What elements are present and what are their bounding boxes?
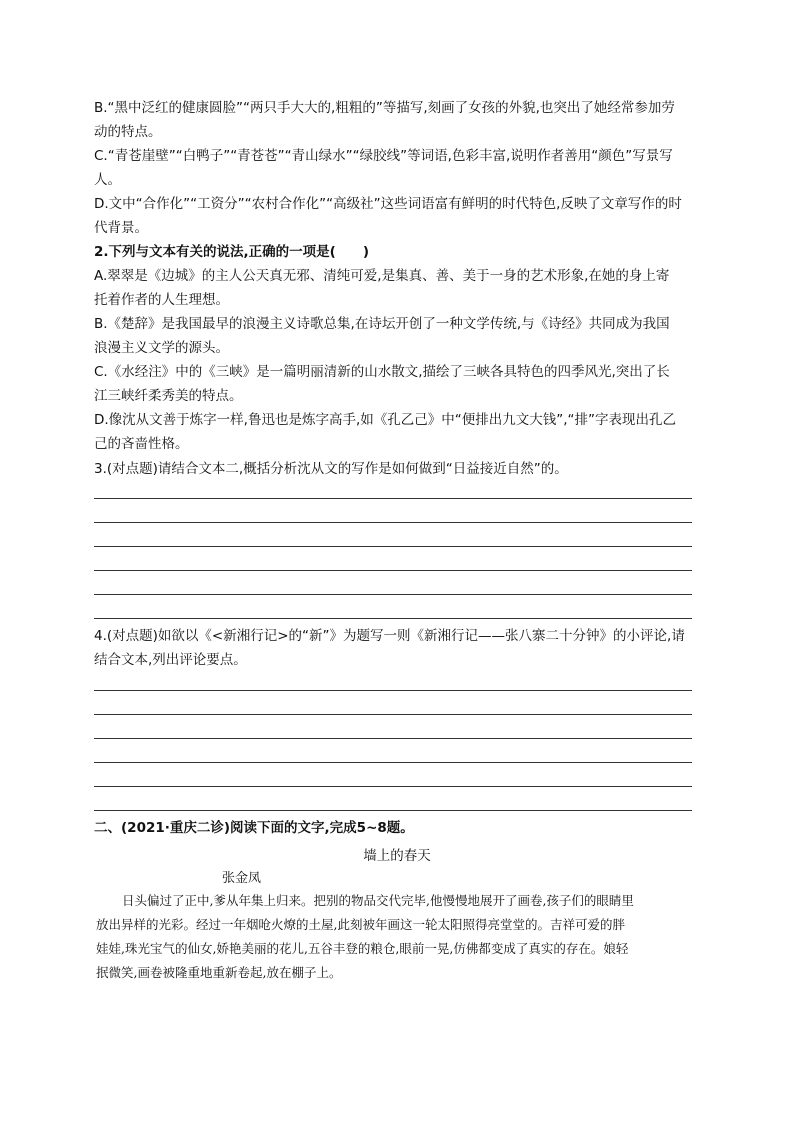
q3-answer-line[interactable] (94, 522, 692, 523)
q2-option-b-line2: 浪漫主义文学的源头。 (94, 340, 229, 356)
q3-stem: 3.(对点题)请结合文本二,概括分析沈从文的写作是如何做到“日益接近自然”的。 (94, 461, 568, 477)
q2-option-b-line1: B.《楚辞》是我国最早的浪漫主义诗歌总集,在诗坛开创了一种文学传统,与《诗经》共同成为我国 (94, 316, 670, 332)
passage-line: 抿微笑,画卷被隆重地重新卷起,放在棚子上。 (96, 965, 342, 980)
passage-title: 墙上的春天 (363, 848, 431, 864)
q1-option-d-line2: 代背景。 (94, 220, 148, 236)
passage-line: 娃娃,珠光宝气的仙女,娇艳美丽的花儿,五谷丰登的粮仓,眼前一晃,仿佛都变成了真实的存在。娘轻 (96, 941, 629, 956)
q4-answer-line[interactable] (94, 762, 692, 763)
q4-answer-line[interactable] (94, 714, 692, 715)
q4-answer-line[interactable] (94, 738, 692, 739)
q3-answer-line[interactable] (94, 498, 692, 499)
q1-option-d-line1: D.文中“合作化”“工资分”“农村合作化”“高级社”这些词语富有鲜明的时代特色,反映了文章写作的时 (94, 196, 682, 212)
passage-author: 张金凤 (222, 871, 262, 886)
q2-option-c-line2: 江三峡纤柔秀美的特点。 (94, 388, 243, 404)
q1-option-b-line2: 动的特点。 (94, 124, 162, 140)
q3-answer-line[interactable] (94, 594, 692, 595)
section2-heading: 二、(2021·重庆二诊)阅读下面的文字,完成5~8题。 (94, 820, 414, 836)
q1-option-c-line2: 人。 (94, 172, 121, 188)
q4-answer-line[interactable] (94, 690, 692, 691)
q2-option-a-line1: A.翠翠是《边城》的主人公天真无邪、清纯可爱,是集真、善、美于一身的艺术形象,在她的身上寄 (94, 268, 670, 284)
q3-answer-line[interactable] (94, 570, 692, 571)
q1-option-b-line1: B.“黑中泛红的健康圆脸”“两只手大大的,粗粗的”等描写,刻画了女孩的外貌,也突出了她经常参加劳 (94, 100, 675, 116)
q4-answer-line[interactable] (94, 786, 692, 787)
q2-option-a-line2: 托着作者的人生理想。 (94, 292, 229, 308)
q4-answer-line[interactable] (94, 810, 692, 811)
q1-option-c-line1: C.“青苍崖壁”“白鸭子”“青苍苍”“青山绿水”“绿胶线”等词语,色彩丰富,说明作者善用“颜色”写景写 (94, 148, 673, 164)
passage-line: 放出异样的光彩。经过一年烟呛火燎的土屋,此刻被年画这一轮太阳照得亮堂堂的。吉祥可爱的胖 (96, 917, 625, 932)
q2-stem: 2.下列与文本有关的说法,正确的一项是( ) (94, 244, 369, 260)
q2-option-d-line1: D.像沈从文善于炼字一样,鲁迅也是炼字高手,如《孔乙己》中“便排出九文大钱”,“排”字表现出孔乙 (94, 412, 677, 428)
passage-line: 日头偏过了正中,爹从年集上归来。把别的物品交代完毕,他慢慢地展开了画卷,孩子们的眼睛里 (122, 893, 634, 908)
q2-option-c-line1: C.《水经注》中的《三峡》是一篇明丽清新的山水散文,描绘了三峡各具特色的四季风光,突出了长 (94, 364, 670, 380)
q4-stem-line2: 结合文本,列出评论要点。 (94, 652, 247, 668)
q3-answer-line[interactable] (94, 546, 692, 547)
q3-answer-line[interactable] (94, 618, 692, 619)
q2-option-d-line2: 己的吝啬性格。 (94, 436, 189, 452)
q4-stem-line1: 4.(对点题)如欲以《<新湘行记>的“新”》为题写一则《新湘行记——张八寨二十分钟》的小评论,请 (94, 628, 685, 644)
